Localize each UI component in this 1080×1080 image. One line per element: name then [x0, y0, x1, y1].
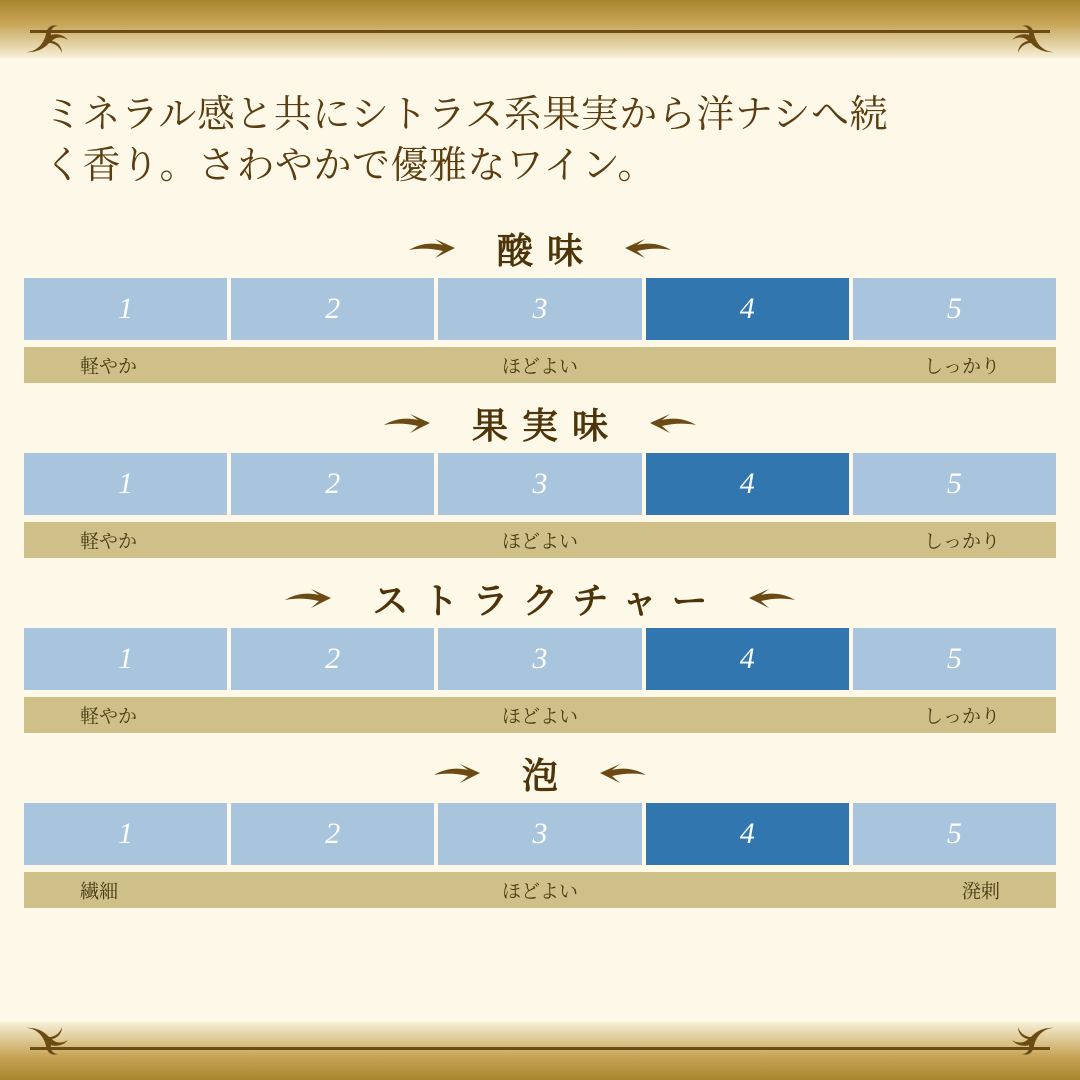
- leaf-arrow-left-icon: [619, 238, 671, 260]
- card-content: [0, 60, 1080, 1020]
- scale-bubbles-title: 泡: [521, 756, 572, 797]
- leaf-arrow-right-icon: [384, 413, 436, 435]
- scale-bubbles-legend: [24, 872, 1056, 908]
- legend-high: しっかり: [923, 706, 1000, 728]
- scale-cell-3[interactable]: 3: [438, 628, 641, 690]
- scale-cell-1[interactable]: 1: [24, 628, 227, 690]
- scale-acidity-legend: [24, 347, 1056, 383]
- scale-cell-3[interactable]: 3: [438, 803, 641, 865]
- legend-mid: ほどよい: [501, 356, 579, 378]
- leaf-arrow-left-icon: [644, 413, 696, 435]
- scale-cell-2[interactable]: 2: [231, 803, 434, 865]
- scale-cell-3[interactable]: 3: [438, 278, 641, 340]
- scale-fruitiness-title: 果実味: [471, 406, 622, 447]
- top-frame-rule: [30, 30, 1050, 33]
- scale-cell-5[interactable]: 5: [853, 803, 1056, 865]
- scale-cell-2[interactable]: 2: [231, 278, 434, 340]
- corner-flourish-icon: [22, 1018, 82, 1058]
- legend-low: 軽やか: [80, 356, 138, 378]
- legend-high: しっかり: [923, 356, 1000, 378]
- scale-bubbles-cells: [24, 803, 1056, 865]
- scale-structure-cells: [24, 628, 1056, 690]
- legend-low: 繊細: [80, 881, 119, 903]
- scale-cell-5[interactable]: 5: [853, 278, 1056, 340]
- scale-cell-4-selected[interactable]: 4: [646, 803, 849, 865]
- leaf-arrow-left-icon: [594, 763, 646, 785]
- top-gold-frame: [0, 0, 1080, 58]
- leaf-arrow-right-icon: [434, 763, 486, 785]
- corner-flourish-icon: [22, 22, 82, 62]
- bottom-frame-rule: [30, 1047, 1050, 1050]
- leaf-arrow-left-icon: [743, 588, 795, 610]
- scale-structure-legend: [24, 697, 1056, 733]
- tasting-note-line-2: く香り。さわやかで優雅なワイン。: [44, 144, 656, 187]
- scale-cell-1[interactable]: 1: [24, 803, 227, 865]
- scale-fruitiness-legend: [24, 522, 1056, 558]
- tasting-note-line-1: ミネラル感と共にシトラス系果実から洋ナシへ続: [44, 94, 888, 136]
- legend-mid: ほどよい: [501, 706, 579, 728]
- scale-cell-5[interactable]: 5: [853, 453, 1056, 515]
- scale-bubbles: [24, 751, 1056, 908]
- scale-acidity-title: 酸味: [496, 231, 597, 272]
- bottom-gold-frame: [0, 1022, 1080, 1080]
- legend-mid: ほどよい: [501, 881, 579, 903]
- legend-mid: ほどよい: [501, 531, 579, 553]
- scale-acidity: [24, 226, 1056, 383]
- corner-flourish-icon: [998, 1018, 1058, 1058]
- scale-cell-5[interactable]: 5: [853, 628, 1056, 690]
- scale-structure: [24, 576, 1056, 733]
- scale-cell-4-selected[interactable]: 4: [646, 628, 849, 690]
- scale-cell-1[interactable]: 1: [24, 453, 227, 515]
- scale-cell-3[interactable]: 3: [438, 453, 641, 515]
- legend-high: 溌剌: [961, 881, 1000, 903]
- corner-flourish-icon: [998, 22, 1058, 62]
- legend-low: 軽やか: [80, 706, 138, 728]
- scale-cell-4-selected[interactable]: 4: [646, 453, 849, 515]
- scale-cell-2[interactable]: 2: [231, 628, 434, 690]
- scale-bubbles-header: [24, 751, 1056, 797]
- taste-scales: [0, 226, 1080, 908]
- legend-low: 軽やか: [80, 531, 138, 553]
- leaf-arrow-right-icon: [409, 238, 461, 260]
- scale-structure-header: [24, 576, 1056, 622]
- scale-cell-1[interactable]: 1: [24, 278, 227, 340]
- scale-cell-2[interactable]: 2: [231, 453, 434, 515]
- legend-high: しっかり: [923, 531, 1000, 553]
- leaf-arrow-right-icon: [285, 588, 337, 610]
- scale-acidity-cells: [24, 278, 1056, 340]
- scale-fruitiness: [24, 401, 1056, 558]
- scale-structure-title: ストラクチャー: [372, 581, 722, 622]
- scale-fruitiness-header: [24, 401, 1056, 447]
- tasting-note: [44, 90, 1040, 192]
- scale-cell-4-selected[interactable]: 4: [646, 278, 849, 340]
- scale-fruitiness-cells: [24, 453, 1056, 515]
- scale-acidity-header: [24, 226, 1056, 272]
